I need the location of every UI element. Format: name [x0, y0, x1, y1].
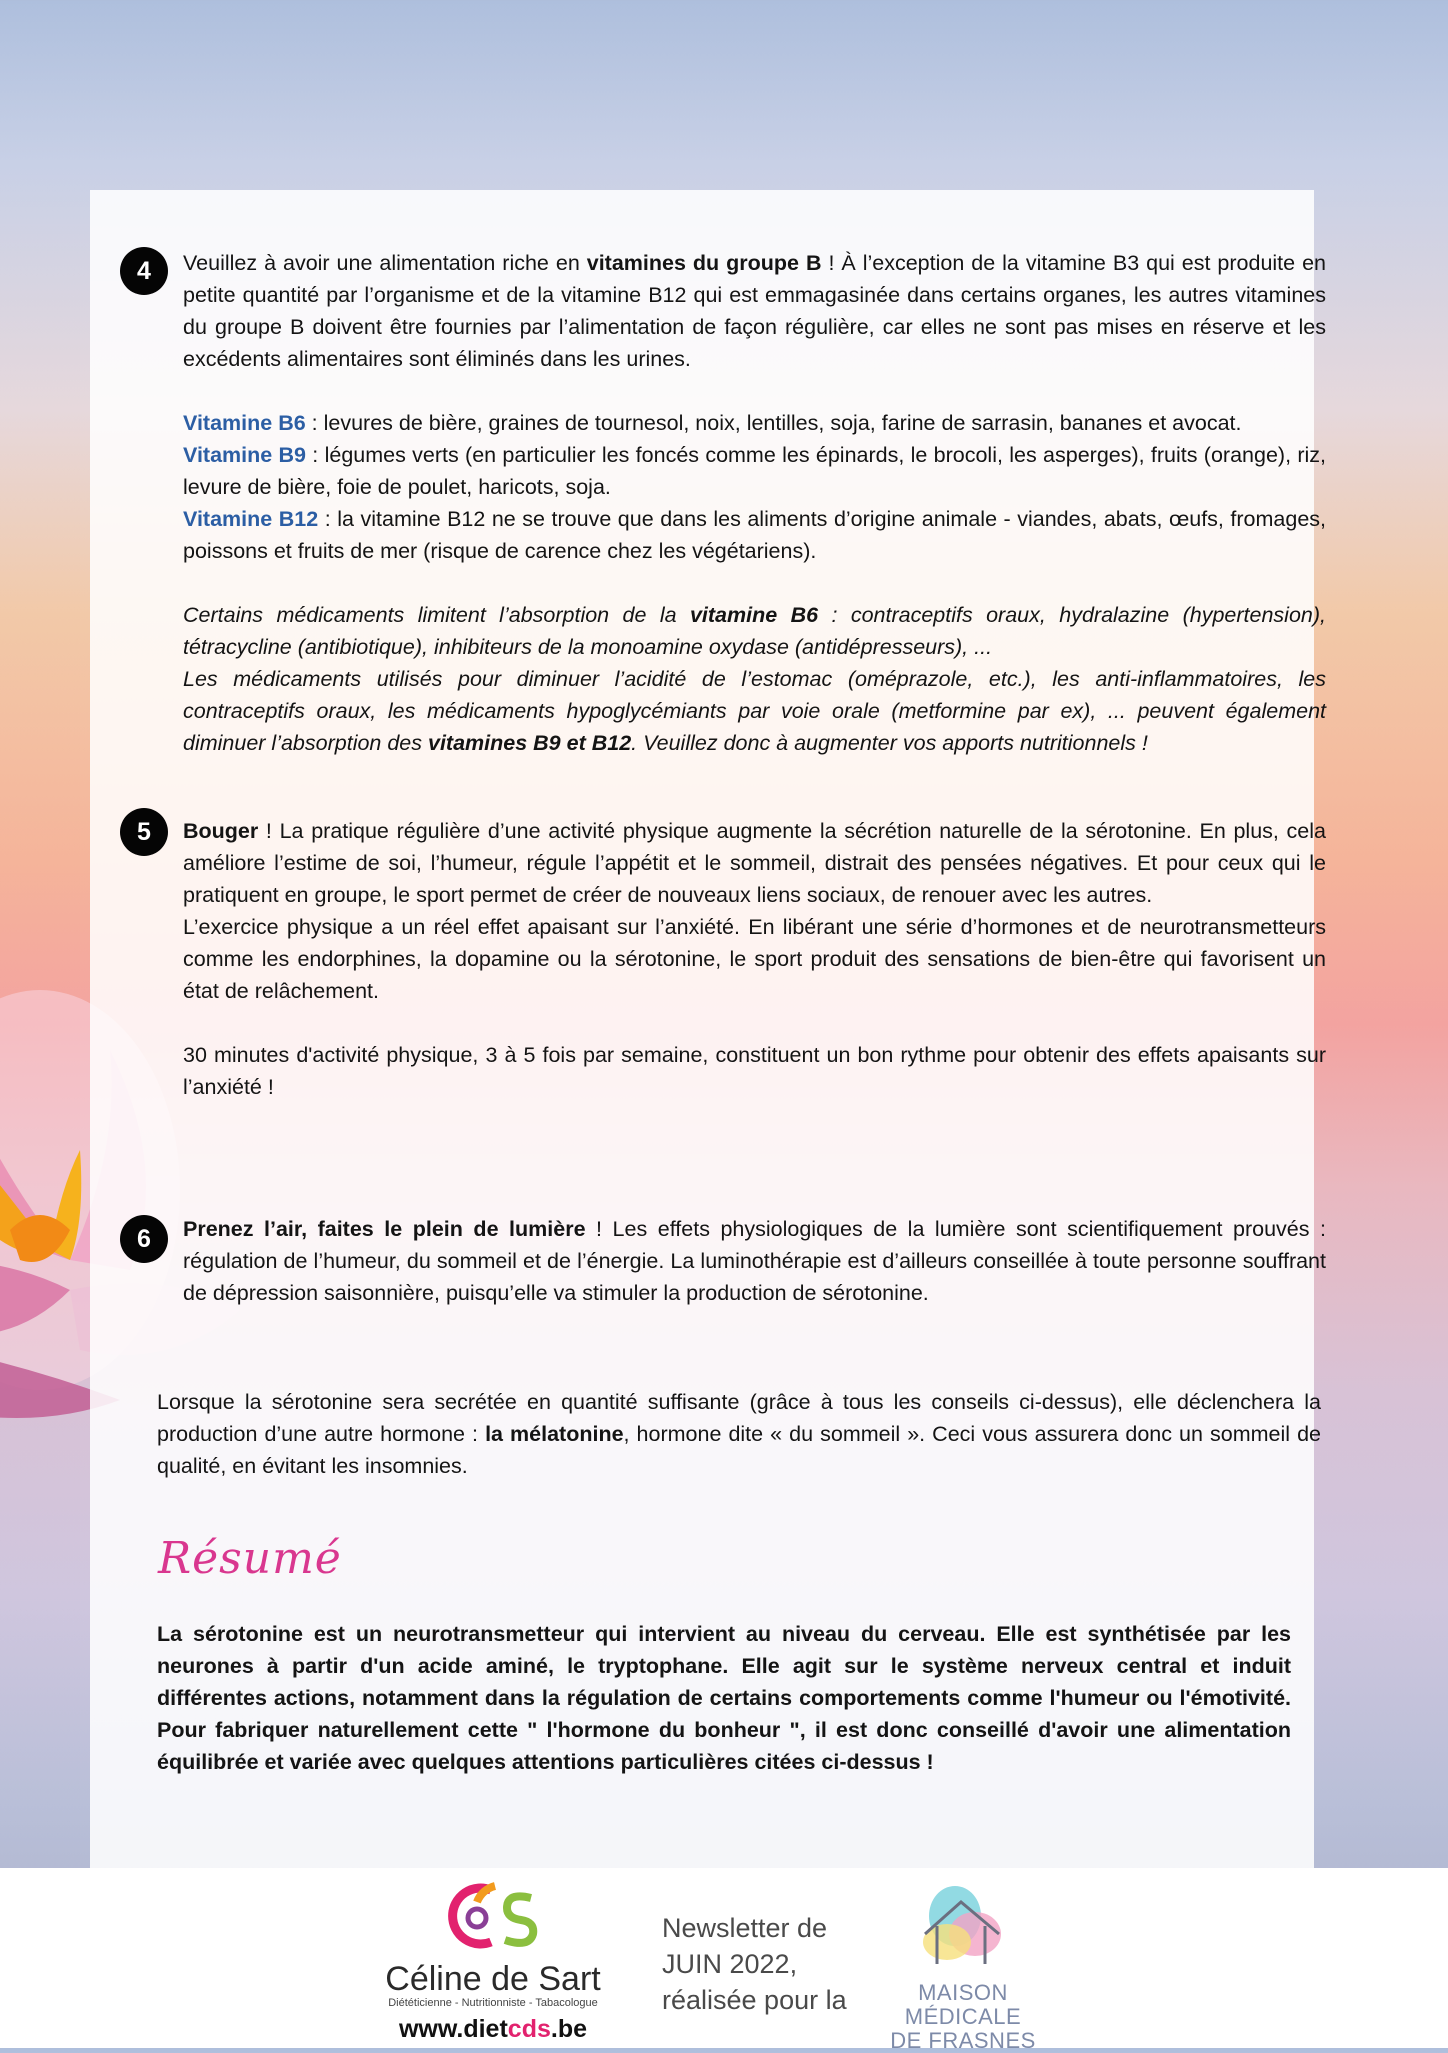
melatonin-paragraph: Lorsque la sérotonine sera secrétée en quantité suffisante (grâce à tous les conseils ci-dessus), elle déclenchera la production d’une autre hormone : la mélatonine, hormone dite « du sommeil ». Ceci vous assurera donc un sommeil de qualité, en évitant les insomnies. — [157, 1390, 1321, 1478]
vitamin-b12-label: Vitamine B12 — [183, 507, 319, 531]
maison-medicale-line2: DE FRASNES — [890, 2028, 1036, 2053]
section-5-anxiety: L’exercice physique a un réel effet apaisant sur l’anxiété. En libérant une série d’hormones et de neurotransmetteurs comme les endorphines, la dopamine ou la sérotonine, le sport produit des sensations de bien-être qui favorisent un état de relâchement. — [183, 915, 1326, 1003]
section-vitamins-b — [183, 247, 1326, 759]
cds-logo-icon — [433, 1876, 553, 1954]
section-5-rhythm: 30 minutes d'activité physique, 3 à 5 fois par semaine, constituent un bon rythme pour obtenir des effets apaisants sur l’anxiété ! — [183, 1043, 1326, 1099]
vitamin-b6-line: Vitamine B6 : levures de bière, graines de tournesol, noix, lentilles, soja, farine de sarrasin, bananes et avocat. — [183, 411, 1242, 435]
resume-summary: La sérotonine est un neurotransmetteur qui intervient au niveau du cerveau. Elle est synthétisée par les neurones à partir d'un acide aminé, le tryptophane. Elle agit sur le système nerveux central et induit différentes actions, notamment dans la régulation de certains comportements comme l'humeur ou l'émotivité. Pour fabriquer naturellement cette " l'hormone du bonheur ", il est donc conseillé d'avoir une alimentation équilibrée et variée avec quelques attentions particulières citées ci-dessus ! — [157, 1622, 1291, 1774]
section-light — [183, 1213, 1326, 1309]
section-exercise — [183, 815, 1326, 1103]
brand-subtitle: Diététicienne - Nutritionniste - Tabacologue — [388, 1997, 598, 2009]
website-url: www.dietcds.be — [398, 2015, 588, 2043]
vitamin-b9-label: Vitamine B9 — [183, 443, 307, 467]
step-number-badge-6: 6 — [120, 1215, 168, 1263]
section-4-intro: Veuillez à avoir une alimentation riche en vitamines du groupe B ! À l’exception de la vitamine B3 qui est produite en petite quantité par l’organisme et de la vitamine B12 qui est emmagasinée dans certains organes, les autres vitamines du groupe B doivent être fournies par l’alimentation de façon régulière, car elles ne sont pas mises en réserve et les excédents alimentaires sont éliminés dans les urines. — [183, 251, 1326, 371]
maison-medicale-line1: MAISON MÉDICALE — [904, 1980, 1022, 2029]
resume-heading: Résumé — [158, 1533, 342, 1584]
section-6-text: Prenez l’air, faites le plein de lumière ! Les effets physiologiques de la lumière sont scientifiquement prouvés : régulation de l’humeur, du sommeil et de l’énergie. La luminothérapie est d’ailleurs conseillée à toute personne souffrant de dépression saisonnière, puisqu’elle va stimuler la production de sérotonine. — [183, 1217, 1326, 1305]
vitamin-b9-line: Vitamine B9 : légumes verts (en particulier les foncés comme les épinards, le brocoli, les asperges), fruits (orange), riz, levure de bière, foie de poulet, haricots, soja. — [183, 443, 1326, 499]
medication-note-b9-b12: Les médicaments utilisés pour diminuer l’acidité de l’estomac (oméprazole, etc.), les anti-inflammatoires, les contraceptifs oraux, les médicaments hypoglycémiants par voie orale (metformine par ex), ... peuvent également diminuer l’absorption des vitamines B9 et B12. Veuillez donc à augmenter vos apports nutritionnels ! — [183, 667, 1326, 755]
maison-medicale-logo — [858, 1876, 1068, 2053]
section-5-intro: Bouger ! La pratique régulière d’une activité physique augmente la sécrétion naturelle de la sérotonine. En plus, cela améliore l’estime de soi, l’humeur, régule l’appétit et le sommeil, distrait des pensées négatives. Et pour ceux qui le pratiquent en groupe, le sport permet de créer de nouveaux liens sociaux, de renouer avec les autres. — [183, 819, 1326, 907]
newsletter-caption: Newsletter de JUIN 2022, réalisée pour la — [662, 1913, 847, 2015]
house-logo-icon — [903, 1876, 1023, 1976]
vitamin-b12-line: Vitamine B12 : la vitamine B12 ne se trouve que dans les aliments d’origine animale - viandes, abats, œufs, fromages, poissons et fruits de mer (risque de carence chez les végétariens). — [183, 507, 1327, 563]
vitamin-b6-label: Vitamine B6 — [183, 411, 306, 435]
brand-name: Céline de Sart — [385, 1960, 601, 1998]
medication-note-b6: Certains médicaments limitent l’absorption de la vitamine B6 : contraceptifs oraux, hydralazine (hypertension), tétracycline (antibiotique), inhibiteurs de la monoamine oxydase (antidépresseurs), ... — [183, 603, 1326, 659]
step-number-badge-5: 5 — [120, 808, 168, 856]
step-number-badge-4: 4 — [120, 247, 168, 295]
celine-de-sart-logo — [383, 1876, 603, 2048]
